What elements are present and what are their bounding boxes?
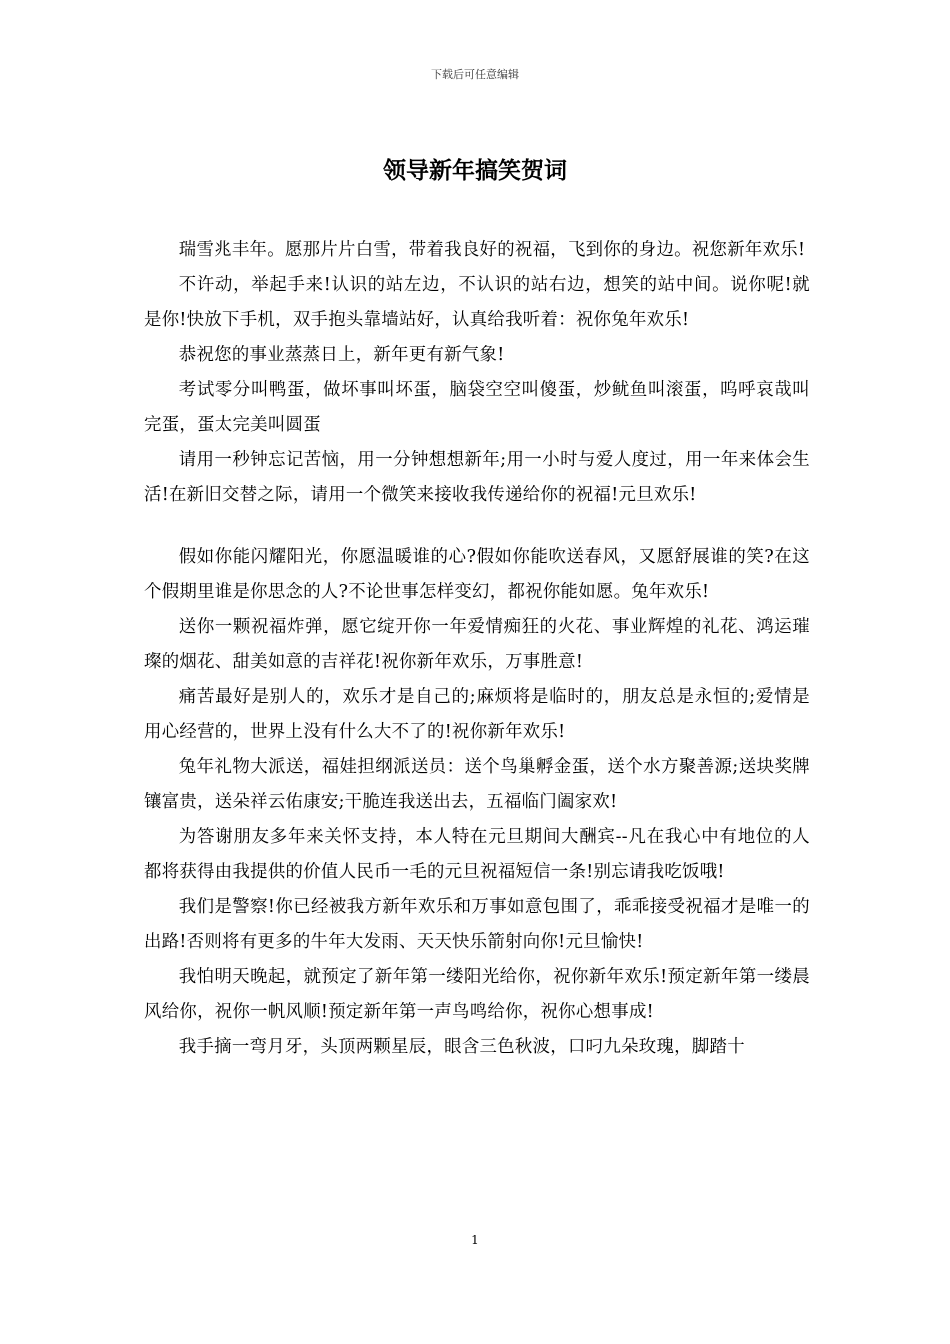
paragraph: 假如你能闪耀阳光，你愿温暖谁的心?假如你能吹送春风，又愿舒展谁的笑?在这个假期里谁是你思念的人?不论世事怎样变幻，都祝你能如愿。兔年欢乐! xyxy=(144,547,810,602)
paragraph: 不许动，举起手来!认识的站左边，不认识的站右边，想笑的站中间。说你呢!就是你!快放下手机，双手抱头靠墙站好，认真给我听着：祝你兔年欢乐! xyxy=(144,275,810,330)
page-number: 1 xyxy=(471,1233,479,1247)
paragraph: 我手摘一弯月牙，头顶两颗星辰，眼含三色秋波，口叼九朵玫瑰，脚踏十 xyxy=(178,1037,745,1057)
paragraph: 兔年礼物大派送，福娃担纲派送员：送个鸟巢孵金蛋，送个水方聚善源;送块奖牌镶富贵，送朵祥云佑康安;干脆连我送出去，五福临门阖家欢! xyxy=(144,757,810,812)
paragraph: 请用一秒钟忘记苦恼，用一分钟想想新年;用一小时与爱人度过，用一年来体会生活!在新旧交替之际，请用一个微笑来接收我传递给你的祝福!元旦欢乐! xyxy=(144,450,810,505)
document-title: 领导新年搞笑贺词 xyxy=(383,158,567,184)
paragraph: 送你一颗祝福炸弹，愿它绽开你一年爱情痴狂的火花、事业辉煌的礼花、鸿运璀璨的烟花、甜美如意的吉祥花!祝你新年欢乐，万事胜意! xyxy=(144,617,810,672)
paragraph: 我们是警察!你已经被我方新年欢乐和万事如意包围了，乖乖接受祝福才是唯一的出路!否则将有更多的牛年大发雨、天天快乐箭射向你!元旦愉快! xyxy=(144,897,810,952)
paragraph: 恭祝您的事业蒸蒸日上，新年更有新气象! xyxy=(178,345,505,365)
header-note: 下载后可任意编辑 xyxy=(431,68,519,81)
paragraph: 为答谢朋友多年来关怀支持，本人特在元旦期间大酬宾--凡在我心中有地位的人都将获得由我提供的价值人民币一毛的元旦祝福短信一条!别忘请我吃饭哦! xyxy=(144,827,810,882)
paragraph: 我怕明天晚起，就预定了新年第一缕阳光给你，祝你新年欢乐!预定新年第一缕晨风给你，祝你一帆风顺!预定新年第一声鸟鸣给你，祝你心想事成! xyxy=(144,967,810,1022)
paragraph: 痛苦最好是别人的，欢乐才是自己的;麻烦将是临时的，朋友总是永恒的;爱情是用心经营的，世界上没有什么大不了的!祝你新年欢乐! xyxy=(144,687,810,742)
paragraph: 考试零分叫鸭蛋，做坏事叫坏蛋，脑袋空空叫傻蛋，炒鱿鱼叫滚蛋，呜呼哀哉叫完蛋，蛋太完美叫圆蛋 xyxy=(144,380,810,435)
paragraph: 瑞雪兆丰年。愿那片片白雪，带着我良好的祝福，飞到你的身边。祝您新年欢乐! xyxy=(178,240,806,260)
paragraph-gap xyxy=(144,513,810,540)
document-body xyxy=(144,233,810,1065)
